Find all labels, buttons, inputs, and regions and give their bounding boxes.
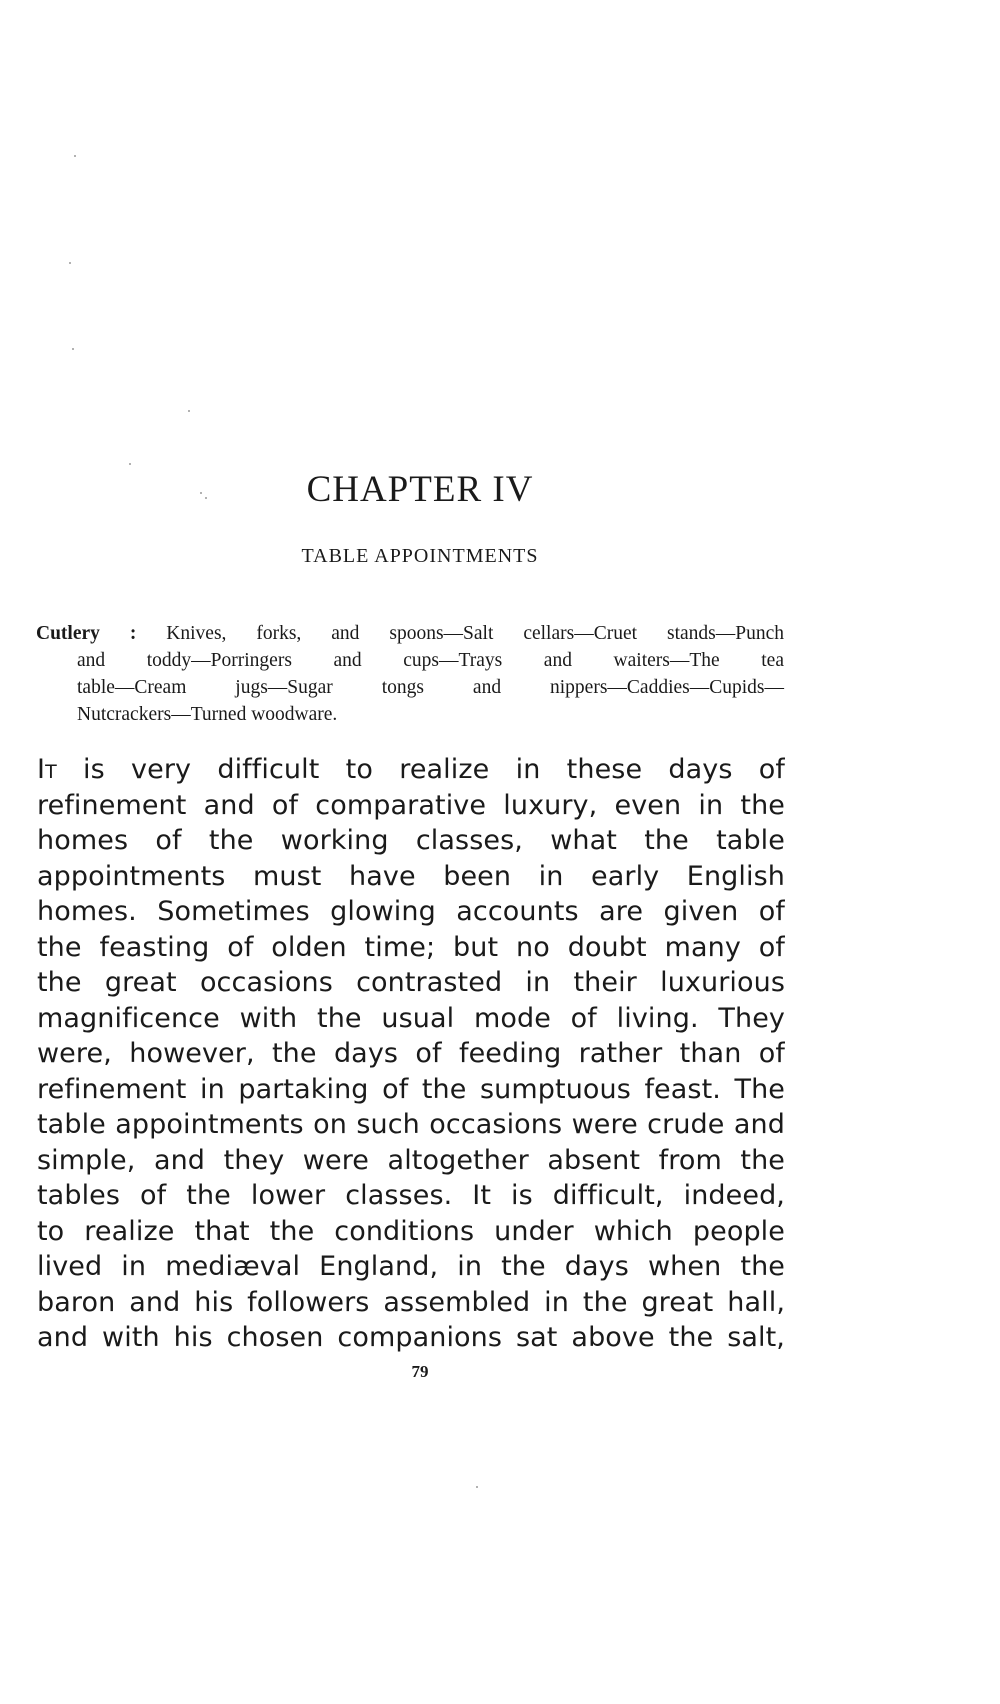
scan-speck — [129, 463, 131, 465]
opening-small-caps: It — [37, 754, 57, 785]
scan-speck — [69, 262, 71, 264]
body-line-text: is very difficult to realize in these days of — [56, 754, 785, 785]
body-line: magnificence with the usual mode of living. They — [37, 1002, 785, 1034]
body-line: homes. Sometimes glowing accounts are given of — [37, 896, 785, 927]
page-number: 79 — [411, 1362, 429, 1381]
body-line: the great occasions contrasted in their luxurious — [37, 967, 785, 998]
chapter-subtitle: TABLE APPOINTMENTS — [301, 545, 539, 567]
body-line: refinement in partaking of the sumptuous feast. The — [37, 1073, 785, 1105]
body-line: table appointments on such occasions were crude and — [37, 1109, 785, 1140]
body-paragraph — [37, 752, 785, 1356]
body-line: and with his chosen companions sat above the salt, — [37, 1322, 785, 1353]
body-line: the feasting of olden time; but no doubt many of — [37, 931, 785, 963]
body-line: lived in mediæval England, in the days when the — [37, 1251, 785, 1282]
body-line: were, however, the days of feeding rather than of — [37, 1038, 785, 1069]
synopsis-lead: Cutlery : — [36, 623, 137, 644]
synopsis-line — [36, 620, 784, 647]
scan-speck — [72, 348, 74, 350]
body-line: homes of the working classes, what the table — [37, 825, 785, 856]
chapter-title: CHAPTER IV — [306, 469, 534, 510]
body-line: appointments must have been in early English — [37, 860, 785, 892]
synopsis-line: and toddy—Porringers and cups—Trays and waiters—The tea — [77, 650, 784, 671]
scan-speck — [476, 1486, 478, 1488]
body-line: refinement and of comparative luxury, even in the — [37, 789, 785, 821]
synopsis-line: Nutcrackers—Turned woodware. — [77, 704, 338, 725]
scan-speck — [188, 410, 190, 412]
body-line: tables of the lower classes. It is difficult, indeed, — [37, 1180, 785, 1211]
synopsis-line: table—Cream jugs—Sugar tongs and nippers—Caddies—Cupids— — [77, 677, 784, 698]
body-line — [37, 752, 785, 788]
body-line: simple, and they were altogether absent from the — [37, 1144, 785, 1176]
body-line: to realize that the conditions under which people — [37, 1215, 785, 1247]
body-line: baron and his followers assembled in the great hall, — [37, 1286, 785, 1318]
synopsis-line-text: Knives, forks, and spoons—Salt cellars—Cruet stands—Punch — [136, 623, 784, 644]
scan-speck — [74, 155, 76, 157]
chapter-synopsis — [36, 620, 784, 728]
